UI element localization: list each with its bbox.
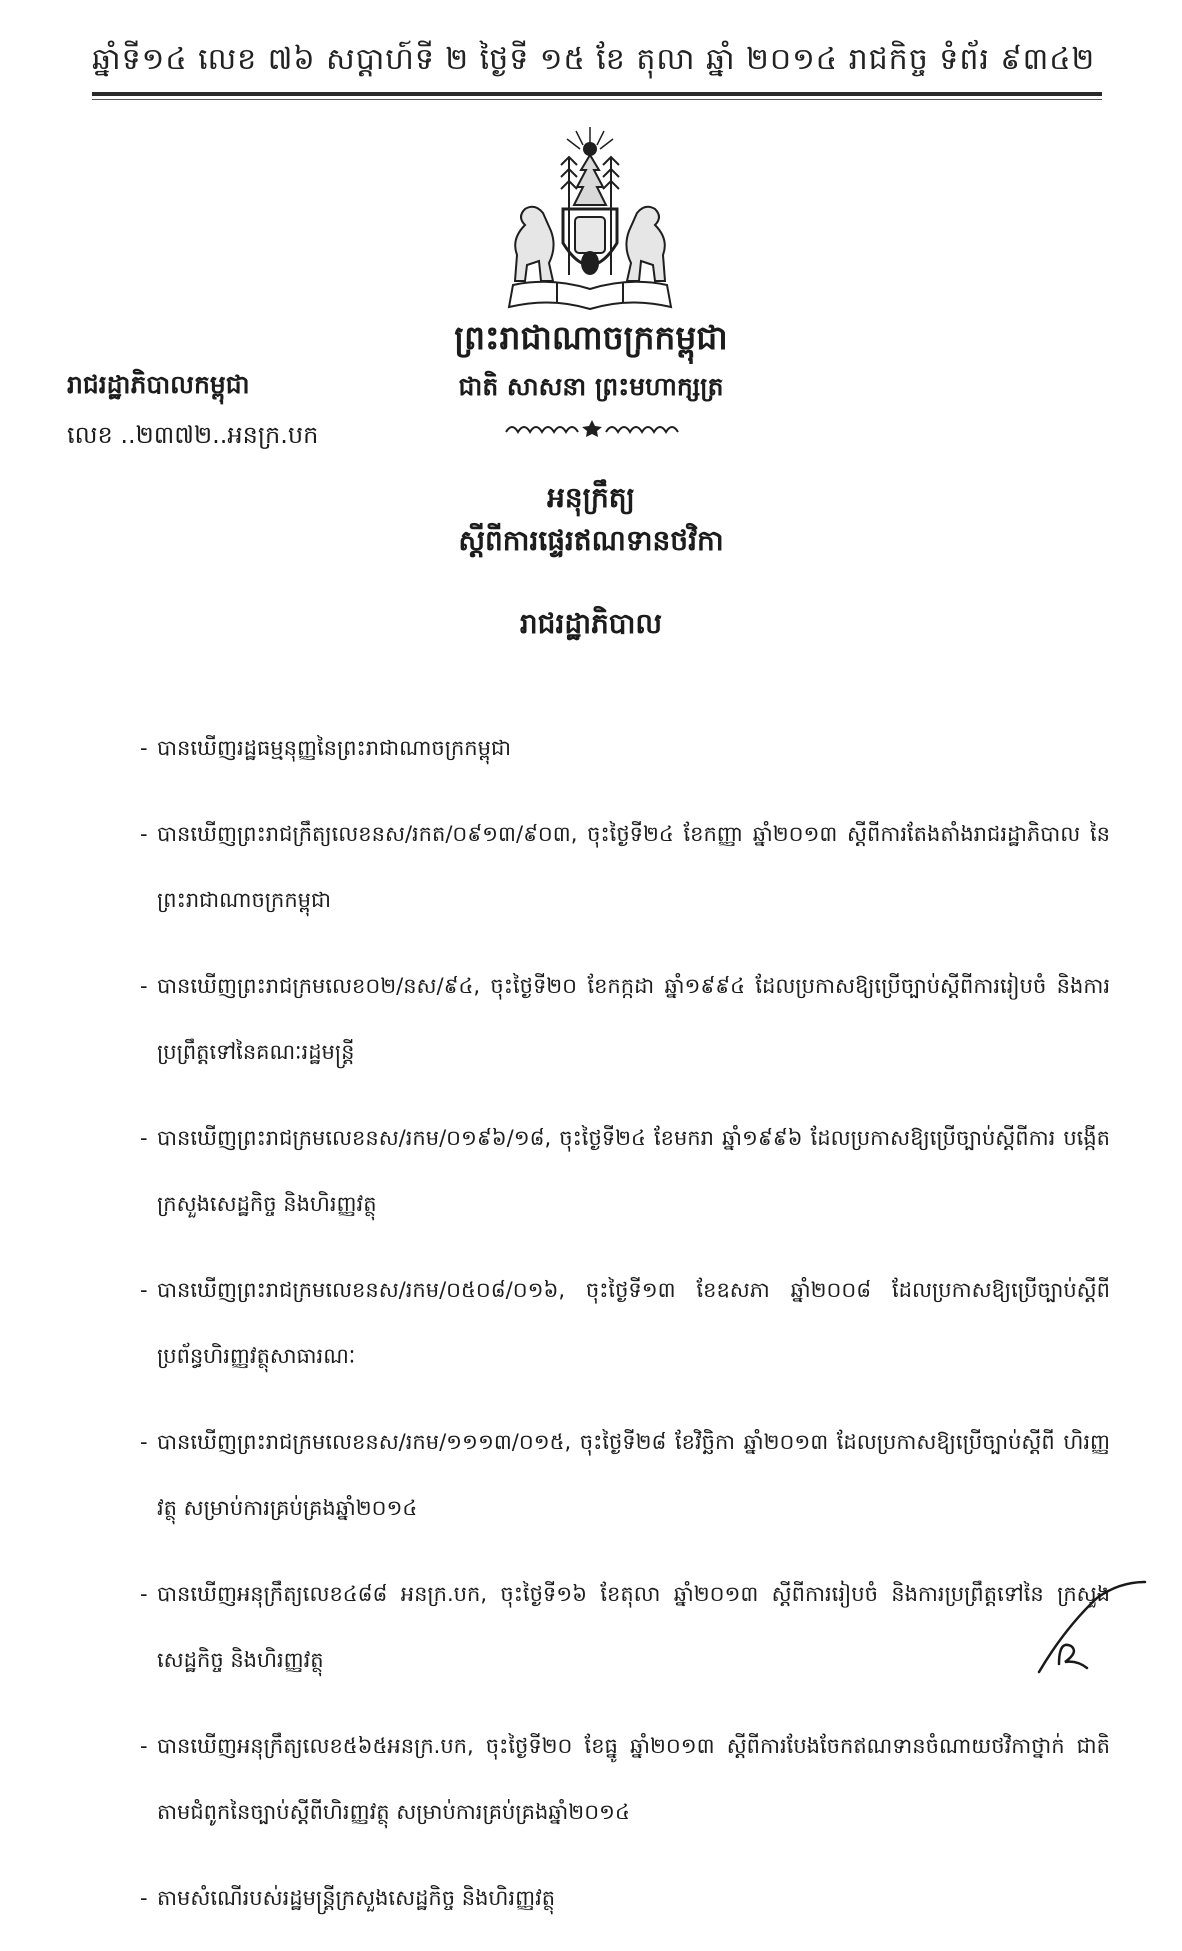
clause-text: បានឃើញអនុក្រឹត្យលេខ៤៨៨ អនក្រ.បក, ចុះថ្ងៃទី១៦ ខែតុលា ឆ្នាំ២០១៣ ស្តីពីការរៀបចំ និងការប្រព្រឹត្តទៅនៃ ក្រសួងសេដ្ឋកិច្ច និងហិរញ្ញវត្ថុ xyxy=(157,1582,1110,1672)
gazette-header: ឆ្នាំទី១៤ លេខ ៧៦ សប្តាហ៍ទី ២ ថ្ងៃទី ១៥ ខែ តុលា ឆ្នាំ ២០១៤ រាជកិច្ច ទំព័រ ៩៣៤២ xyxy=(92,42,1096,77)
clause-law-ministry-establishment: - បានឃើញព្រះរាជក្រមលេខនស/រកម/០១៩៦/១៨, ចុះថ្ងៃទី២៤ ខែមករា ឆ្នាំ១៩៩៦ ដែលប្រកាសឱ្យប្រើច្បាប់ស្តីពីការ បង្កើតក្រសួងសេដ្ឋកិច្ច និងហិរញ្ញវត្ថុ xyxy=(140,1126,1111,1216)
clause-text: បានឃើញព្រះរាជក្រមលេខនស/រកម/១១១៣/០១៥, ចុះថ្ងៃទី២៨ ខែវិច្ឆិកា ឆ្នាំ២០១៣ ដែលប្រកាសឱ្យប្រើច្បាប់ស្តីពី ហិរញ្ញវត្ថុ សម្រាប់ការគ្រប់គ្រងឆ្នាំ២០១៤ xyxy=(157,1430,1110,1520)
banner-ribbon-icon xyxy=(509,282,671,309)
clause-text: បានឃើញព្រះរាជក្រមលេខនស/រកម/០៥០៨/០១៦, ចុះថ្ងៃទី១៣ ខែឧសភា ឆ្នាំ២០០៨ ដែលប្រកាសឱ្យប្រើច្បាប់ស្តីពី ប្រព័ន្ធហិរញ្ញវត្ថុសាធារណៈ xyxy=(157,1278,1110,1368)
clause-text: បានឃើញរដ្ឋធម្មនុញ្ញនៃព្រះរាជាណាចក្រកម្ពុជា xyxy=(157,736,511,760)
clause-text: តាមសំណើរបស់រដ្ឋមន្ត្រីក្រសួងសេដ្ឋកិច្ច និងហិរញ្ញវត្ថុ xyxy=(157,1886,556,1910)
header-rule xyxy=(92,92,1102,96)
clause-subdecree-488: - បានឃើញអនុក្រឹត្យលេខ៤៨៨ អនក្រ.បក, ចុះថ្ងៃទី១៦ ខែតុលា ឆ្នាំ២០១៣ ស្តីពីការរៀបចំ និងការប្រព្រឹត្តទៅនៃ ក្រសួងសេដ្ឋកិច្ច និងហិរញ្ញវត្ថុ xyxy=(140,1582,1110,1672)
clause-finance-law-2014: - បានឃើញព្រះរាជក្រមលេខនស/រកម/១១១៣/០១៥, ចុះថ្ងៃទី២៨ ខែវិច្ឆិកា ឆ្នាំ២០១៣ ដែលប្រកាសឱ្យប្រើច្បាប់ស្តីពី ហិរញ្ញវត្ថុ សម្រាប់ការគ្រប់គ្រងឆ្នាំ២០១៤ xyxy=(140,1430,1110,1520)
clause-text: បានឃើញព្រះរាជក្រមលេខ០២/នស/៩៤, ចុះថ្ងៃទី២០ ខែកក្កដា ឆ្នាំ១៩៩៤ ដែលប្រកាសឱ្យប្រើច្បាប់ស្តីពីការរៀបចំ និងការប្រព្រឹត្តទៅនៃគណៈរដ្ឋមន្ត្រី xyxy=(157,974,1110,1064)
clause-royal-decree-government: - បានឃើញព្រះរាជក្រឹត្យលេខនស/រកត/០៩១៣/៩០៣, ចុះថ្ងៃទី២៤ ខែកញ្ញា ឆ្នាំ២០១៣ ស្តីពីការតែងតាំងរាជរដ្ឋាភិបាល នៃព្រះរាជាណាចក្រកម្ពុជា xyxy=(140,822,1110,912)
royal-arms-icon xyxy=(495,125,685,315)
national-motto: ជាតិ សាសនា ព្រះមហាក្សត្រ xyxy=(458,372,724,401)
khmer-ornament-icon xyxy=(502,418,682,438)
clause-constitution: - បានឃើញរដ្ឋធម្មនុញ្ញនៃព្រះរាជាណាចក្រកម្ពុជា xyxy=(140,736,511,760)
clause-minister-proposal: - តាមសំណើរបស់រដ្ឋមន្ត្រីក្រសួងសេដ្ឋកិច្ច និងហិរញ្ញវត្ថុ xyxy=(140,1886,556,1910)
kingdom-title: ព្រះរាជាណាចក្រកម្ពុជា xyxy=(454,318,728,357)
decree-type: អនុក្រឹត្យ xyxy=(547,481,635,514)
handwritten-signature-icon xyxy=(1035,1580,1150,1675)
document-number: លេខ ..២៣៧២..អនក្រ.បក xyxy=(67,421,319,449)
clause-law-council-of-ministers: - បានឃើញព្រះរាជក្រមលេខ០២/នស/៩៤, ចុះថ្ងៃទី២០ ខែកក្កដា ឆ្នាំ១៩៩៤ ដែលប្រកាសឱ្យប្រើច្បាប់ស្តីពីការរៀបចំ និងការប្រព្រឹត្តទៅនៃគណៈរដ្ឋមន្ត្រី xyxy=(140,974,1110,1064)
government-label: រាជរដ្ឋាភិបាលកម្ពុជា xyxy=(67,370,250,399)
clause-law-public-finance: - បានឃើញព្រះរាជក្រមលេខនស/រកម/០៥០៨/០១៦, ចុះថ្ងៃទី១៣ ខែឧសភា ឆ្នាំ២០០៨ ដែលប្រកាសឱ្យប្រើច្បាប់ស្តីពី ប្រព័ន្ធហិរញ្ញវត្ថុសាធារណៈ xyxy=(140,1278,1110,1368)
clause-text: បានឃើញព្រះរាជក្រមលេខនស/រកម/០១៩៦/១៨, ចុះថ្ងៃទី២៤ ខែមករា ឆ្នាំ១៩៩៦ ដែលប្រកាសឱ្យប្រើច្បាប់ស្តីពីការ បង្កើតក្រសួងសេដ្ឋកិច្ច និងហិរញ្ញវត្ថុ xyxy=(157,1126,1111,1216)
clause-subdecree-565: - បានឃើញអនុក្រឹត្យលេខ៥៦៥អនក្រ.បក, ចុះថ្ងៃទី២០ ខែធ្នូ ឆ្នាំ២០១៣ ស្តីពីការបែងចែកឥណទានចំណាយថវិកាថ្នាក់ ជាតិតាមជំពូកនៃច្បាប់ស្តីពីហិរញ្ញវត្ថុ សម្រាប់ការគ្រប់គ្រងឆ្នាំ២០១៤ xyxy=(140,1734,1110,1824)
header-rule-thin xyxy=(92,99,1102,100)
clause-text: បានឃើញព្រះរាជក្រឹត្យលេខនស/រកត/០៩១៣/៩០៣, ចុះថ្ងៃទី២៤ ខែកញ្ញា ឆ្នាំ២០១៣ ស្តីពីការតែងតាំងរាជរដ្ឋាភិបាល នៃព្រះរាជាណាចក្រកម្ពុជា xyxy=(157,822,1110,912)
decree-subject: ស្តីពីការផ្ទេរឥណទានថវិកា xyxy=(458,524,724,557)
preamble-clauses xyxy=(140,715,1110,1951)
clause-text: បានឃើញអនុក្រឹត្យលេខ៥៦៥អនក្រ.បក, ចុះថ្ងៃទី២០ ខែធ្នូ ឆ្នាំ២០១៣ ស្តីពីការបែងចែកឥណទានចំណាយថវិកាថ្នាក់ ជាតិតាមជំពូកនៃច្បាប់ស្តីពីហិរញ្ញវត្ថុ សម្រាប់ការគ្រប់គ្រងឆ្នាំ២០១៤ xyxy=(157,1734,1110,1824)
left-lion-icon xyxy=(515,207,554,281)
right-lion-icon xyxy=(626,207,665,281)
issuing-authority: រាជរដ្ឋាភិបាល xyxy=(519,607,663,640)
